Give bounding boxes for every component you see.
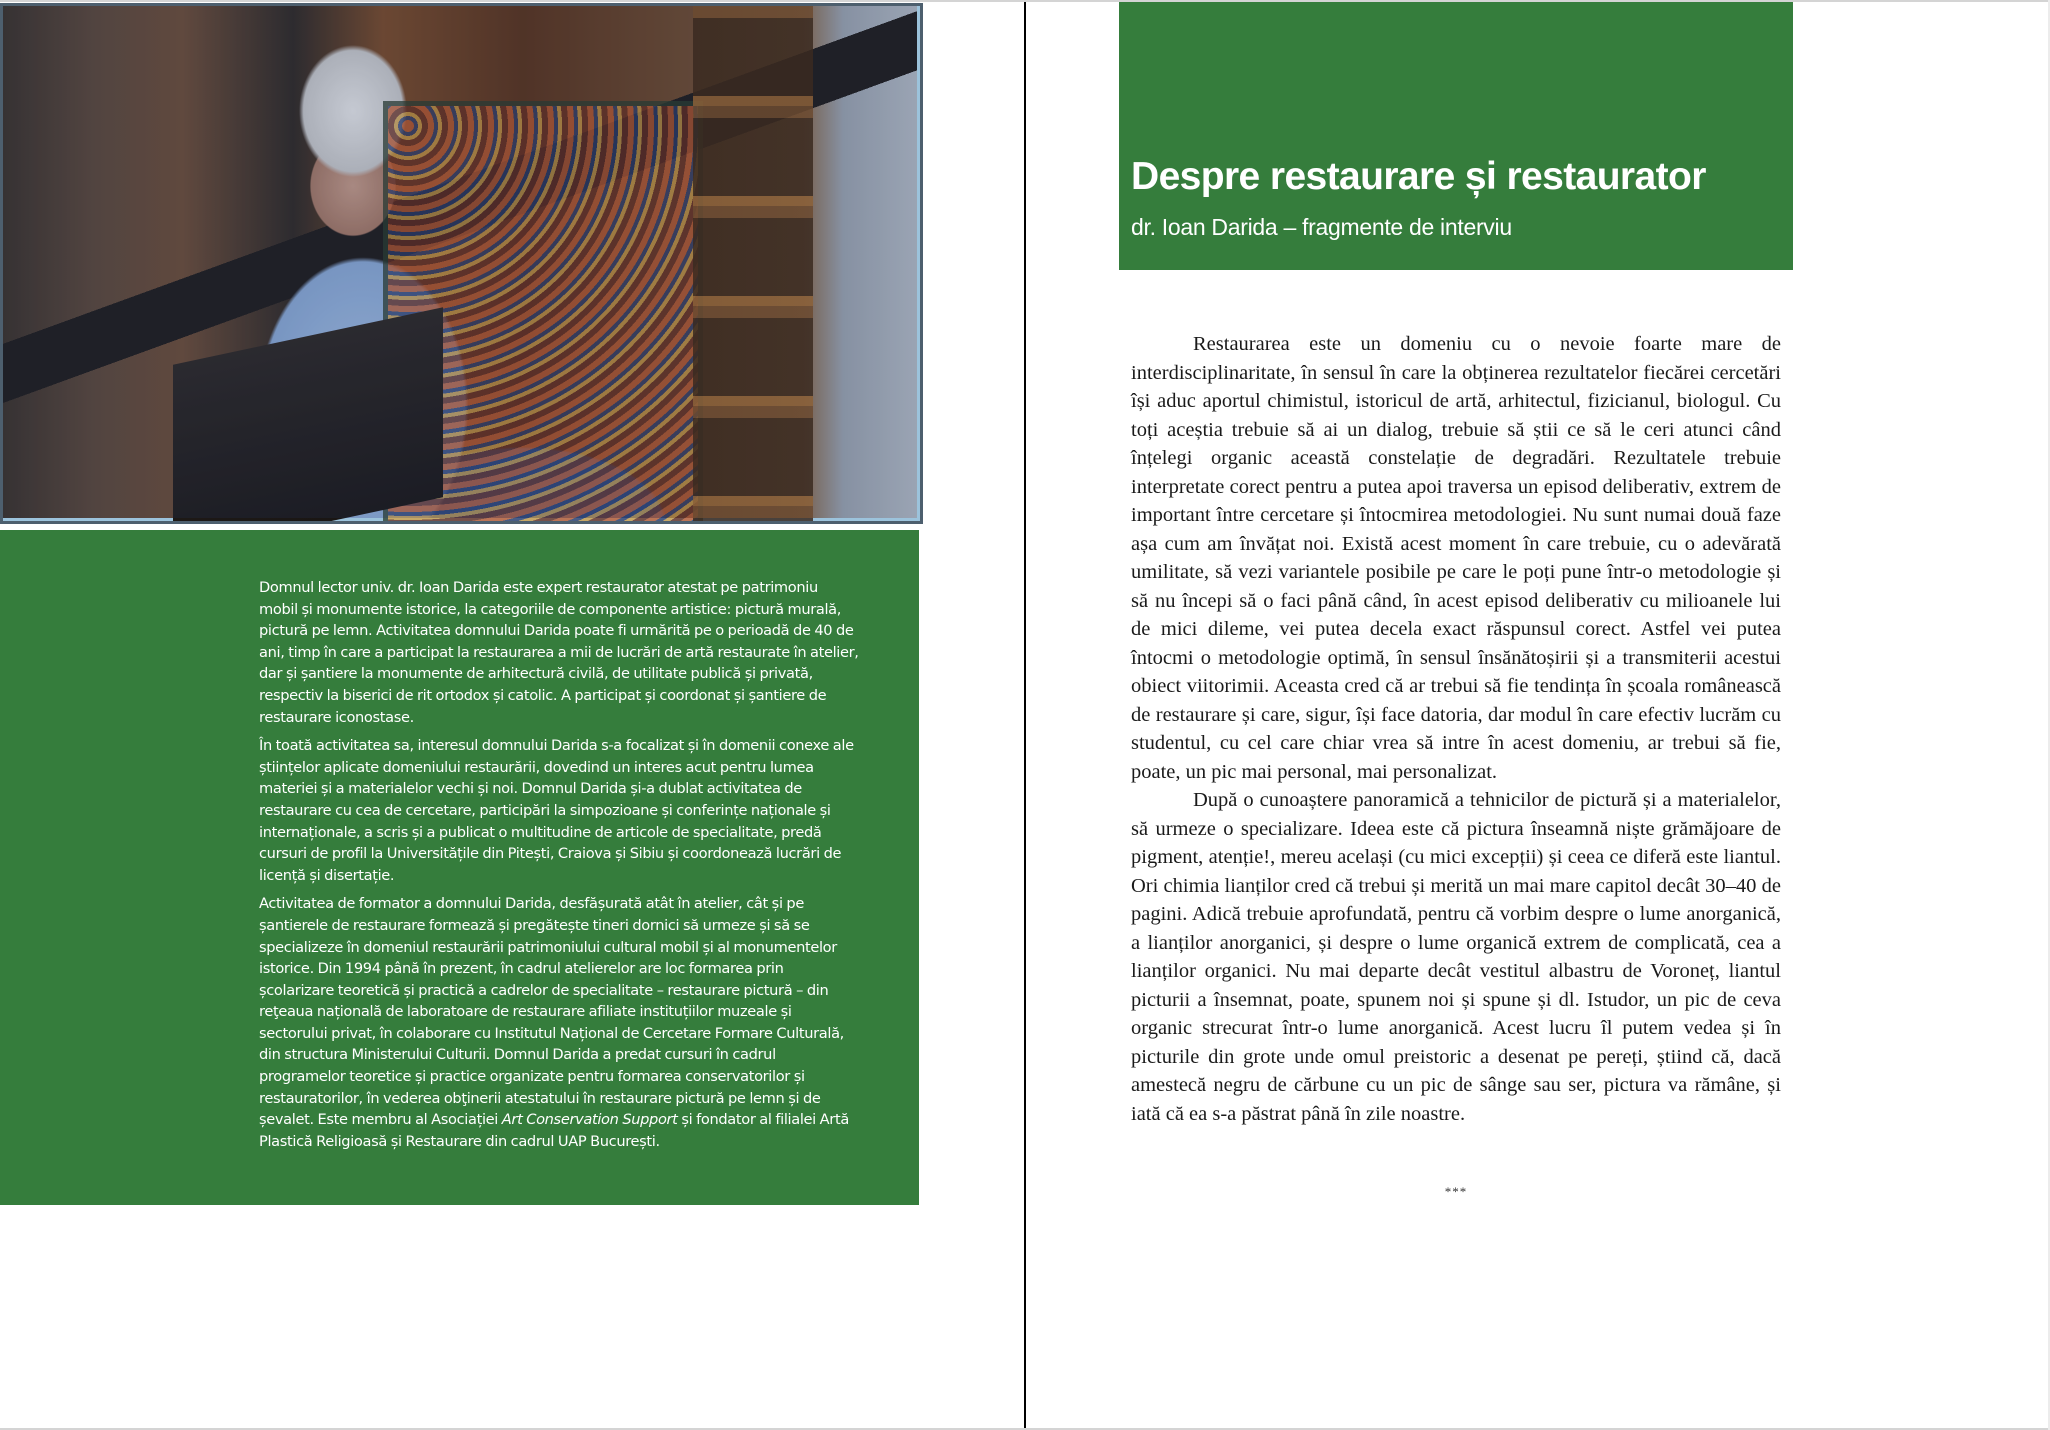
biography-box	[0, 530, 919, 1205]
page-divider	[1024, 2, 1026, 1428]
photo-tint	[3, 6, 917, 518]
bio-paragraph	[259, 893, 859, 1152]
bio-paragraph: În toată activitatea sa, interesul domnului Darida s-a focalizat și în domenii conexe ale științelor aplicate domeniului restaurării, dovedind un interes acut pentru lumea materiei și a materialelor vechi și noi. Domnul Darida și-a dublat activitatea de restaurare cu cea de cercetare, participări la simpozioane și conferințe naționale și internaționale, a scris și a publicat o multitudine de articole de specialitate, predă cursuri de profil la Universitățile din Pitești, Craiova și Sibiu și coordonează lucrări de licență și disertație.	[259, 737, 854, 884]
article-body	[1131, 330, 1781, 1128]
biography-text	[259, 577, 859, 1159]
bio-paragraph: Domnul lector univ. dr. Ioan Darida este expert restaurator atestat pe patrimoniu mobil și monumente istorice, la categoriile de componente artistice: pictură murală, pictură pe lemn. Activitatea domnului Darida poate fi urmărită pe o perioadă de 40 de ani, timp în care a participat la restaurarea a mii de lucrări de artă restaurate în atelier, dar și șantiere la monumente de arhitectură civilă, de utilitate publică și privată, respectiv la biserici de rit ortodox și catolic. A participat și coordonat și șantiere de restaurare iconostase.	[259, 579, 859, 726]
article-subtitle: dr. Ioan Darida – fragmente de interviu	[1131, 214, 1512, 240]
photo-image	[3, 6, 920, 521]
association-name: Art Conservation Support	[501, 1111, 678, 1129]
article-header	[1119, 2, 1793, 270]
body-paragraph: După o cunoaștere panoramică a tehnicilor de pictură și a materialelor, să urmeze o specializare. Ideea este că pictura înseamnă niște grămăjoare de pigment, atenție!, mereu același (cu mici excepții) și ceea ce diferă este liantul. Ori chimia lianților cred că trebui și merită un mai mare capitol decât 30–40 de pagini. Adică trebuie aprofundată, pentru că vorbim despre o lume anorganică, a lianților anorganici, și despre o lume organică extrem de complicată, cea a lianților organici. Nu mai departe decât vestitul albastru de Voroneț, liantul picturii a însemnat, poate, spunem noi și spune și dl. Istudor, un pic de ceva organic strecurat într-o lume anorganică. Acest lucru îl putem vedea și în picturile din grote unde omul preistoric a desenat pe pereți, știind că, dacă amestecă negru de cărbune cu un pic de sânge sau ser, pictura va rămâne, și iată că ea s-a păstrat până în zile noastre.	[1131, 789, 1781, 1125]
portrait-photo	[0, 3, 923, 524]
body-paragraph: Restaurarea este un domeniu cu o nevoie foarte mare de interdisciplinaritate, în sensul în care la obținerea rezultatelor fiecărei cercetări își aduc aportul chimistul, istoricul de artă, arhitectul, fizicianul, biologul. Cu toți aceștia trebuie să ai un dialog, trebuie să știi ce să le ceri atunci când înțelegi organic această constelație de degradări. Rezultatele trebuie interpretate corect pentru a putea apoi traversa un episod deliberativ, extrem de important între cercetare și întocmirea metodologiei. Nu sunt numai două faze așa cum am învățat noi. Există acest moment în care trebuie, cu o adevărată umilitate, să vezi variantele posibile pe care le poți pune într-o metodologie și să nu începi să o faci până când, în acest episod deliberativ cu milioanele lui de mici dileme, vei putea decela exact răspunsul corect. Astfel vei putea întocmi o metodologie optimă, în sensul însănătoșirii și a transmiterii acestui obiect viitorimii. Aceasta cred că ar trebui să fie tendința în școala românească de restaurare și care, sigur, își face datoria, dar modul în care efectiv lucrăm cu studentul, cu cel care chiar vrea să intre în acest domeniu, ar trebui să fie, poate, un pic mai personal, mai personalizat.	[1131, 333, 1781, 783]
article-title: Despre restaurare și restaurator	[1131, 155, 1706, 198]
section-separator: ***	[1444, 1184, 1468, 1199]
bio-text-segment: și fondator al filialei Artă Plastică Religioasă și Restaurare din cadrul UAP București.	[259, 1111, 849, 1150]
bio-text-segment: Activitatea de formator a domnului Darida, desfășurată atât în atelier, cât și pe șantierele de restaurare formează și pregătește tineri dornici să urmeze și să se specializeze în domeniul restaurării patrimoniului cultural mobil și al monumentelor istorice. Din 1994 până în prezent, în cadrul atelierelor are loc formarea prin școlarizare teoretică și practică a cadrelor de specialitate – restaurare pictură – din reţeaua națională de laboratoare de restaurare afiliate instituțiilor muzeale și sectorului privat, în colaborare cu Institutul Național de Cercetare Formare Culturală, din structura Ministerului Culturii. Domnul Darida a predat cursuri în cadrul programelor teoretice și practice organizate pentru formarea conservatorilor și restauratorilor, în vederea obţinerii atestatului în restaurare pictură pe lemn și de șevalet. Este membru al Asociației	[259, 895, 844, 1129]
